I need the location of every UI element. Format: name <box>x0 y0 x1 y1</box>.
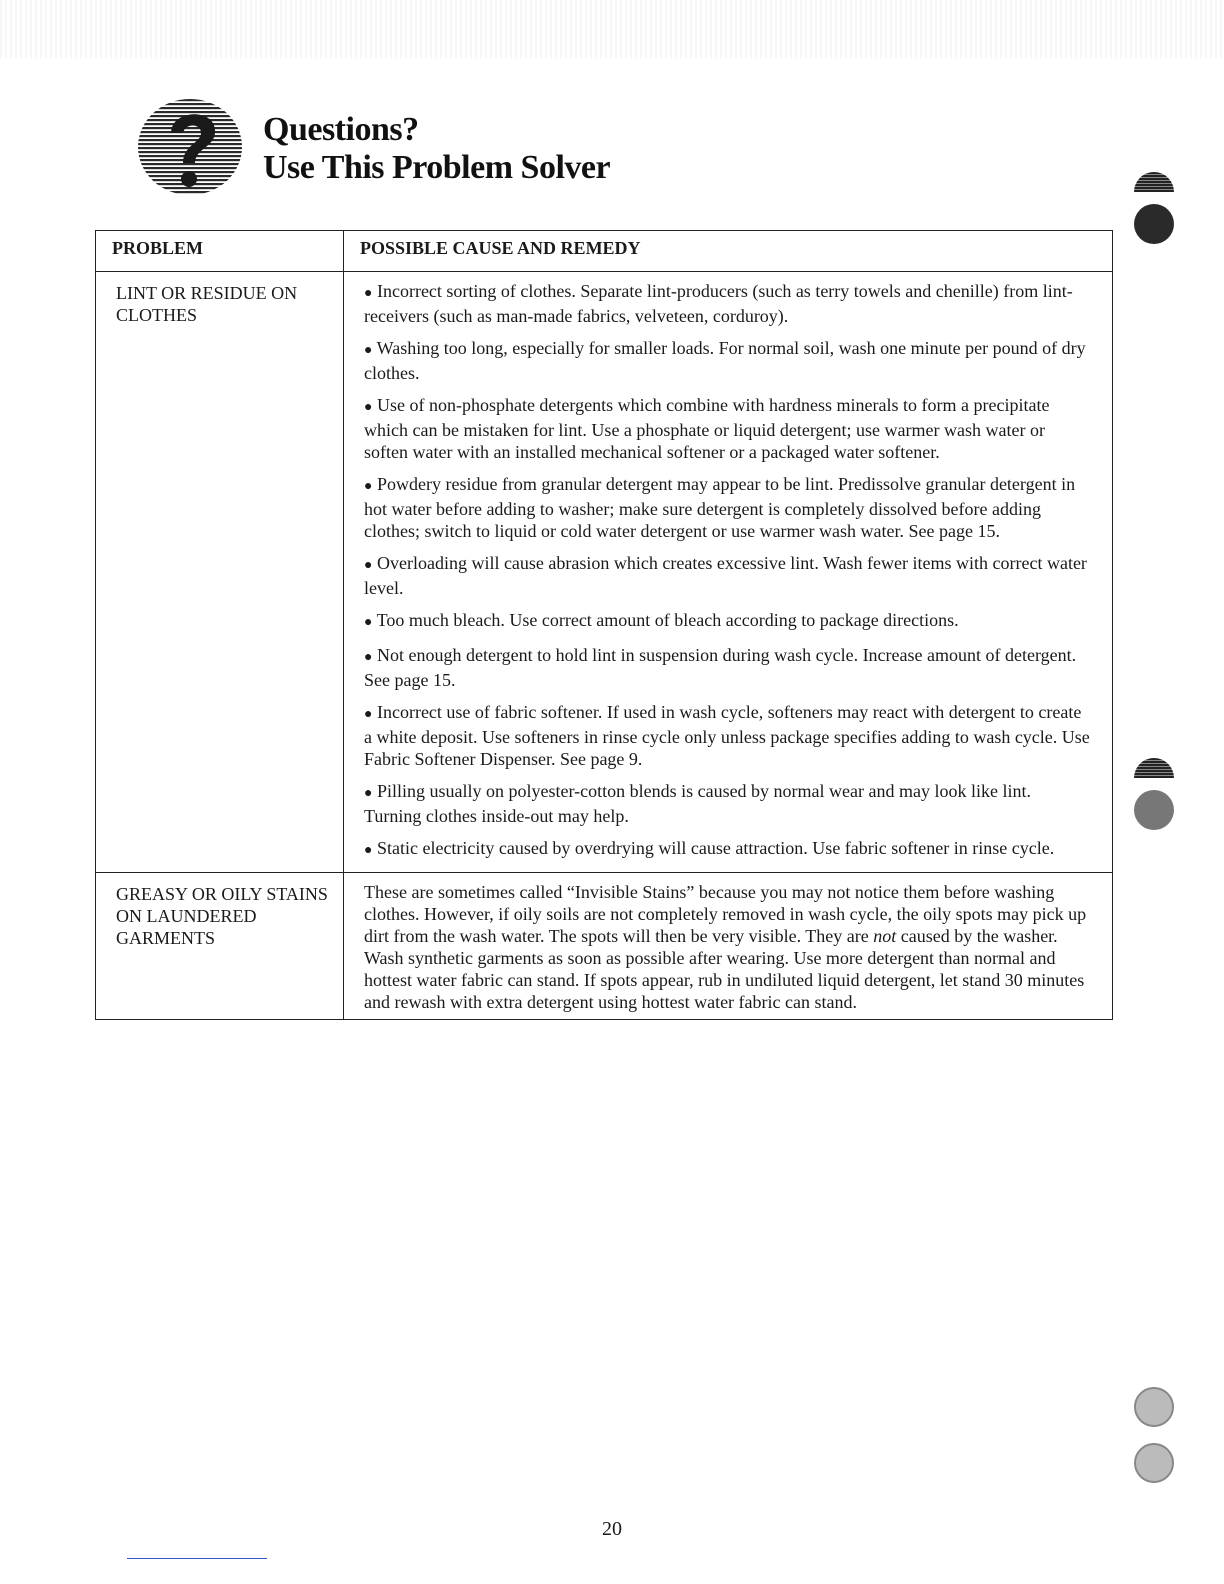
remedy-item <box>364 280 1092 327</box>
bullet-icon: ● <box>364 286 373 301</box>
title-line-1: Questions? <box>263 111 419 148</box>
header-problem: PROBLEM <box>96 231 344 272</box>
section-tab-1 <box>1134 172 1174 244</box>
remedy-text: Pilling usually on polyester-cotton blends is caused by normal wear and may look like lint. Turning clothes inside-out may help. <box>364 781 1031 826</box>
remedy-text: Use of non-phosphate detergents which combine with hardness minerals to form a precipitate which can be mistaken for lint. Use a phosphate or liquid detergent; use warmer wash water or soften water with an installed mechanical softener or a packaged water softener. <box>364 395 1050 462</box>
remedy-text: Too much bleach. Use correct amount of bleach according to package directions. <box>376 610 959 630</box>
remedy-cell <box>344 272 1113 873</box>
page-title <box>263 111 610 187</box>
bullet-icon: ● <box>364 650 373 665</box>
tab-circle <box>1134 204 1174 244</box>
remedy-text: Powdery residue from granular detergent may appear to be lint. Predissolve granular detergent in hot water before adding to washer; make sure detergent is completely dissolved before adding clothes; switch to liquid or cold water detergent or use warmer wash water. See page 15. <box>364 474 1076 541</box>
title-line-2: Use This Problem Solver <box>263 149 611 186</box>
remedy-item <box>364 644 1092 691</box>
problem-cell: LINT OR RESIDUE ON CLOTHES <box>96 272 344 873</box>
bottom-rule <box>127 1558 267 1559</box>
page-number: 20 <box>602 1518 622 1540</box>
bullet-icon: ● <box>364 786 373 801</box>
remedy-text: Washing too long, especially for smaller loads. For normal soil, wash one minute per pound of dry clothes. <box>364 338 1086 383</box>
bullet-icon: ● <box>364 558 373 573</box>
section-tab-2 <box>1134 758 1174 830</box>
bullet-icon: ● <box>364 479 373 494</box>
problem-solver-table <box>95 230 1113 1020</box>
tab-half-circle <box>1134 172 1174 192</box>
tab-circle <box>1134 790 1174 830</box>
tab-half-circle <box>1134 758 1174 778</box>
remedy-item <box>364 473 1092 542</box>
bullet-icon: ● <box>364 400 373 415</box>
remedy-item <box>364 394 1092 463</box>
page-header <box>135 95 735 215</box>
table-row <box>96 272 1113 873</box>
remedy-cell <box>344 873 1113 1020</box>
remedy-text: Incorrect sorting of clothes. Separate lint-producers (such as terry towels and chenille) from lint-receivers (such as man-made fabrics, velveteen, corduroy). <box>364 281 1073 326</box>
remedy-text: Not enough detergent to hold lint in suspension during wash cycle. Increase amount of detergent. See page 15. <box>364 645 1077 690</box>
remedy-item <box>364 552 1092 599</box>
remedy-item <box>364 837 1092 862</box>
header-remedy: POSSIBLE CAUSE AND REMEDY <box>344 231 1113 272</box>
bullet-icon: ● <box>364 343 373 358</box>
scan-artifact-top <box>0 0 1224 58</box>
remedy-item <box>364 701 1092 770</box>
table-row <box>96 873 1113 1020</box>
tab-circle <box>1134 1443 1174 1483</box>
remedy-item <box>364 609 1092 634</box>
question-mark-icon <box>135 95 245 205</box>
remedy-item <box>364 337 1092 384</box>
remedy-text: Overloading will cause abrasion which creates excessive lint. Wash fewer items with correct water level. <box>364 553 1087 598</box>
remedy-emphasis: not <box>873 926 897 946</box>
remedy-text-after: caused by the washer. Wash synthetic garments as soon as possible after wearing. Use more detergent than normal and hottest water fabric can stand. If spots appear, rub in undiluted liquid detergent, let stand 30 minutes and rewash with extra detergent using hottest water fabric can stand. <box>364 926 1085 1012</box>
bullet-icon: ● <box>364 843 373 858</box>
remedy-text: Static electricity caused by overdrying will cause attraction. Use fabric softener in rinse cycle. <box>376 838 1055 858</box>
bullet-icon: ● <box>364 707 373 722</box>
problem-cell: GREASY OR OILY STAINS ON LAUNDERED GARMENTS <box>96 873 344 1020</box>
bullet-icon: ● <box>364 615 373 630</box>
remedy-text-before: These are sometimes called “Invisible Stains” because you may not notice them before washing clothes. However, if oily soils are not completely removed in wash cycle, the oily spots may pick up dirt from the wash water. The spots will then be very visible. They are <box>364 882 1087 946</box>
tab-circle <box>1134 1387 1174 1427</box>
remedy-text: Incorrect use of fabric softener. If used in wash cycle, softeners may react with detergent to create a white deposit. Use softeners in rinse cycle only unless package specifies adding to wash cycle. Use Fabric Softener Dispenser. See page 9. <box>364 702 1090 769</box>
section-tab-3 <box>1134 1375 1174 1483</box>
remedy-item <box>364 780 1092 827</box>
table-header-row <box>96 231 1113 272</box>
